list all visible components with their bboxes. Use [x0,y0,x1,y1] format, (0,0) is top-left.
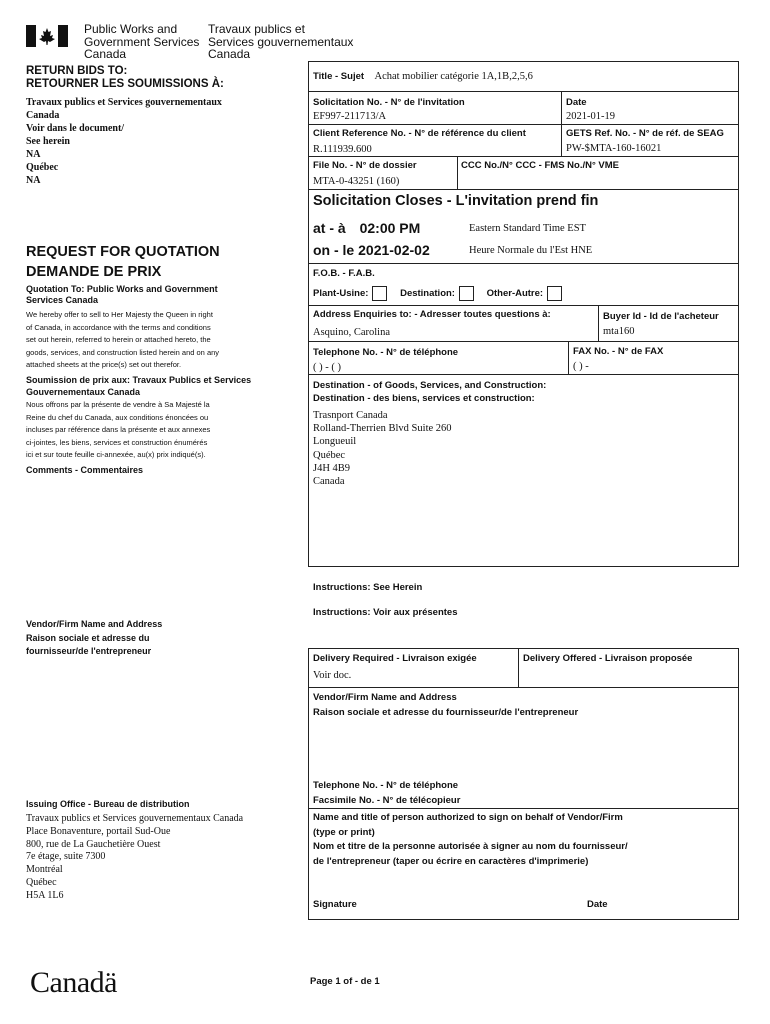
gets-value: PW-$MTA-160-16021 [566,143,662,154]
address-line: Canada [313,476,345,488]
instructions-en: Instructions: See Herein [313,582,423,593]
body-line: incluses par référence dans la présente et aux annexes [26,425,211,434]
solicitation-value: EF997-211713/A [313,111,387,122]
label-line: Name and title of person authorized to sign on behalf of Vendor/Firm [313,812,623,823]
label-line: Raison sociale et adresse du [26,632,150,643]
divider [308,374,739,375]
destination-label-fr: Destination - des biens, services et construction: [313,393,535,404]
divider [308,305,739,306]
address-line: See herein [26,136,70,147]
body-line: goods, services, and construction listed herein and on any [26,347,220,357]
label-line: (type or print) [313,826,375,838]
label-line: de l'entrepreneur (taper ou écrire en caractères d'imprimerie) [313,855,589,867]
plant-checkbox[interactable] [372,286,387,301]
address-line: 800, rue de La Gauchetière Ouest [26,838,161,850]
return-bids-address [26,96,222,187]
comments-label: Comments - Commentaires [26,465,144,475]
telephone-label: Telephone No. - N° de téléphone [313,347,459,358]
gets-label: GETS Ref. No. - N° de réf. de SEAG [566,128,724,139]
canada-wordmark: Canadä [30,966,117,999]
file-value: MTA-0-43251 (160) [313,176,400,187]
address-line: Longueuil [313,436,357,448]
vendor-label-en: Vendor/Firm Name and Address [313,692,457,703]
address-line: Rolland-Therrien Blvd Suite 260 [313,423,452,435]
body-line: ci-jointes, les biens, services et construction énumérés [26,437,208,447]
other-label: Other-Autre: [486,288,544,300]
address-line: Travaux publics et Services gouvernementaux Canada [26,813,244,824]
org-name-en [84,23,199,61]
issuing-office-address [26,813,243,903]
divider [518,648,519,687]
close-time-value: 02:00 PM [359,220,421,236]
buyer-label: Buyer Id - Id de l'acheteur [603,311,719,322]
address-line: Place Bonaventure, portail Sud-Oue [26,825,171,837]
org-fr-line: Services gouvernementaux [208,34,354,49]
address-line: 7e étage, suite 7300 [26,851,106,863]
address-line: Trasnport Canada [313,410,388,421]
body-line: Nous offrons par la présente de vendre à Sa Majesté la [26,400,210,409]
divider [308,156,739,157]
signature-label: Signature [313,899,357,910]
return-bids-fr: RETOURNER LES SOUMISSIONS À: [26,78,224,90]
delivery-offered-label: Delivery Offered - Livraison proposée [523,653,693,664]
org-name-fr [208,23,353,61]
enquiries-value: Asquino, Carolina [313,327,390,338]
rfq-title [26,242,220,282]
org-en-line: Public Works and [84,22,178,36]
rfq-title-en: REQUEST FOR QUOTATION [26,244,220,260]
page-number: Page 1 of - de 1 [310,976,380,987]
closes-label: Solicitation Closes - L'invitation prend fin [313,193,599,209]
divider [308,808,739,809]
instructions-fr: Instructions: Voir aux présentes [313,607,458,618]
title-row [313,66,533,84]
address-line: Québec [26,162,59,173]
plant-label: Plant-Usine: [313,288,369,300]
delivery-required-label: Delivery Required - Livraison exigée [313,653,477,664]
vendor-firm-label [313,691,578,720]
on-label: on - le [313,242,355,258]
issuing-office-label: Issuing Office - Bureau de distribution [26,799,190,809]
org-en-line: Canada [84,47,127,61]
body-line: set out herein, referred to herein or attached hereto, the [26,335,211,344]
destination-label-en: Destination - of Goods, Services, and Construction: [313,380,547,391]
enquiries-label: Address Enquiries to: - Adresser toutes questions à: [313,309,551,320]
destination-goods-label [313,379,546,405]
vendor-label-fr: Raison sociale et adresse du fournisseur/de l'entrepreneur [313,706,579,718]
destination-label: Destination: [400,288,455,300]
delivery-required-value: Voir doc. [313,670,352,681]
divider [308,687,739,688]
divider [598,305,599,341]
label-line: Nom et titre de la personne autorisée à signer au nom du fournisseur/ [313,841,628,852]
sign-name-label [313,811,628,869]
client-ref-value: R.111939.600 [313,144,372,155]
body-line: Reine du chef du Canada, aux conditions énoncées ou [26,412,209,422]
date-label: Date [566,97,587,108]
client-ref-label: Client Reference No. - N° de référence du client [313,128,526,139]
soumission-heading: Soumission de prix aux: Travaux Publics et Services Gouvernementaux Canada [26,375,252,397]
other-checkbox[interactable] [547,286,562,301]
label-line: Vendor/Firm Name and Address [26,619,163,629]
divider [308,263,739,264]
address-line: Voir dans le document/ [26,123,125,134]
body-line: We hereby offer to sell to Her Majesty the Queen in right [26,310,213,319]
divider [308,91,739,92]
vendor-tel-label: Telephone No. - N° de téléphone [313,780,459,791]
org-fr-line: Canada [208,47,251,61]
title-label: Title - Sujet [313,71,365,82]
telephone-value: ( ) - ( ) [313,362,341,373]
quotation-to-heading: Quotation To: Public Works and Government Services Canada [26,284,218,305]
body-line: of Canada, in accordance with the terms and conditions [26,322,211,332]
body-line: attached sheets at the price(s) set out therefor. [26,360,182,369]
address-line: Québec [26,876,57,888]
title-value: Achat mobilier catégorie 1A,1B,2,5,6 [374,71,533,82]
timezone-fr: Heure Normale du l'Est HNE [469,245,593,256]
return-bids-heading [26,65,224,91]
fob-options [313,286,566,301]
file-label: File No. - N° de dossier [313,160,417,171]
divider [308,341,739,342]
fob-label: F.O.B. - F.A.B. [313,268,375,279]
buyer-value: mta160 [603,326,635,337]
return-bids-en: RETURN BIDS TO: [26,65,128,77]
address-line: Québec [313,449,346,461]
divider [308,124,739,125]
vendor-fax-label: Facsimile No. - N° de télécopieur [313,794,461,806]
address-line: Montréal [26,864,63,876]
gc-flag-logo [26,25,68,47]
timezone-en: Eastern Standard Time EST [469,223,586,234]
ccc-label: CCC No./N° CCC - FMS No./N° VME [461,160,620,171]
address-line: NA [26,149,41,160]
soumission-body [26,399,266,462]
label-line: fournisseur/de l'entrepreneur [26,646,152,656]
address-line: J4H 4B9 [313,462,351,474]
fax-value: ( ) - [573,361,589,372]
body-line: ici et sur toute feuille ci-annexée, au(x) prix indiqué(s). [26,450,206,459]
at-label: at - à [313,220,346,236]
divider [568,341,569,374]
vendor-contact-labels [313,779,460,808]
signature-date-label: Date [587,899,608,910]
quotation-to-body [26,309,266,372]
address-line: NA [26,175,41,186]
address-line: Canada [26,110,60,121]
close-date-value: 2021-02-02 [358,242,430,258]
destination-address [313,409,452,488]
destination-checkbox[interactable] [459,286,474,301]
org-en-line: Government Services [84,34,200,49]
org-fr-line: Travaux publics et [208,22,305,36]
close-date-row [313,242,430,258]
address-line: H5A 1L6 [26,889,64,901]
rfq-title-fr: DEMANDE DE PRIX [26,264,162,280]
fax-label: FAX No. - N° de FAX [573,346,664,357]
date-value: 2021-01-19 [566,111,615,122]
vendor-firm-label-left [26,618,162,659]
solicitation-label: Solicitation No. - N° de l'invitation [313,97,465,108]
close-time-row [313,220,420,236]
divider [308,189,739,190]
address-line: Travaux publics et Services gouvernementaux [26,97,222,108]
divider [457,156,458,189]
